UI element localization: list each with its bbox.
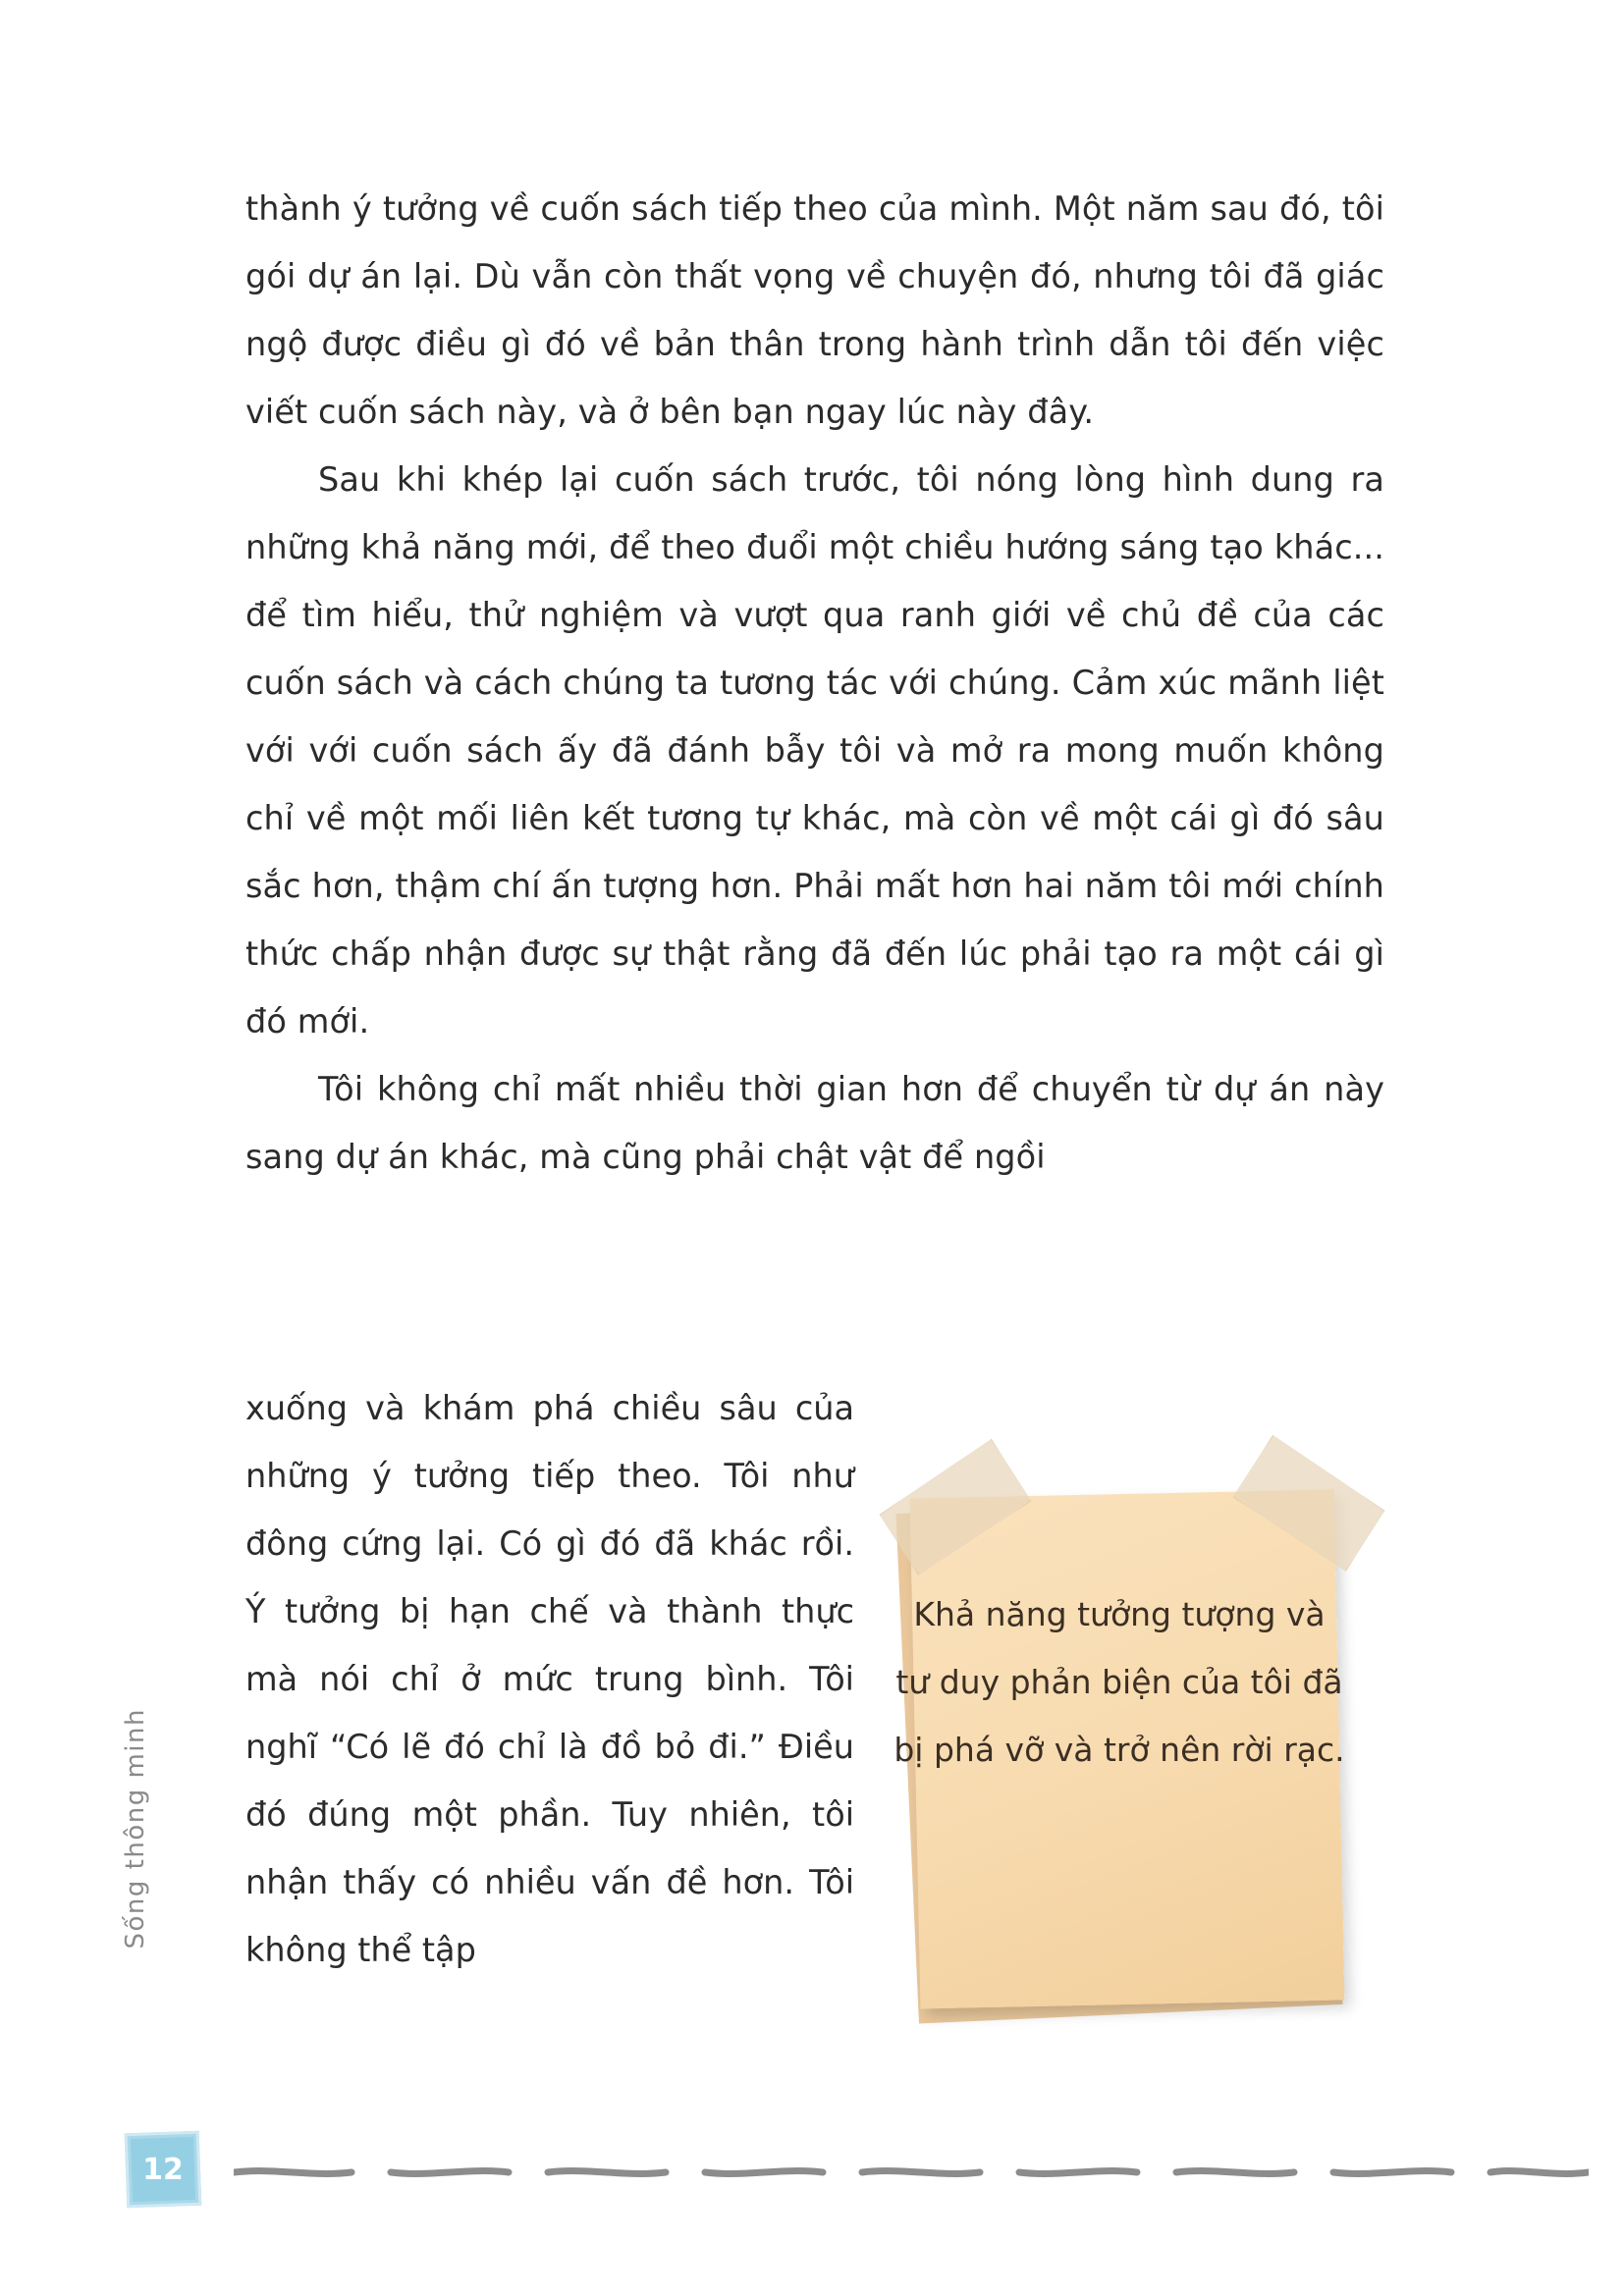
paragraph-2: Sau khi khép lại cuốn sách trước, tôi nóng lòng hình dung ra những khả năng mới, để theo đuổi một chiều hướng sáng tạo khác... để tìm hiểu, thử nghiệm và vượt qua ranh giới về chủ đề của các cuốn sách và cách chúng ta tương tác với chúng. Cảm xúc mãnh liệt với với cuốn sách ấy đã đánh bẫy tôi và mở ra mong muốn không chỉ về một mối liên kết tương tự khác, mà còn về một cái gì đó sâu sắc hơn, thậm chí ấn tượng hơn. Phải mất hơn hai năm tôi mới chính thức chấp nhận được sự thật rằng đã đến lúc phải tạo ra một cái gì đó mới.: [245, 460, 1384, 1041]
page-number: 12: [142, 2152, 184, 2187]
body-text-wrap-column: [245, 1374, 854, 1984]
page-number-tab: [126, 2132, 200, 2207]
paragraph-1: thành ý tưởng về cuốn sách tiếp theo của mình. Một năm sau đó, tôi gói dự án lại. Dù vẫn còn thất vọng về chuyện đó, nhưng tôi đã giác ngộ được điều gì đó về bản thân trong hành trình dẫn tôi đến việc viết cuốn sách này, và ở bên bạn ngay lúc này đây.: [245, 189, 1384, 431]
sticky-note-text-block: [893, 1580, 1345, 1784]
running-head: [116, 1708, 155, 2120]
sticky-note-text: Khả năng tưởng tượng và tư duy phản biện của tôi đã bị phá vỡ và trở nên rời rạc.: [893, 1595, 1345, 1769]
footer-dashed-rule: [234, 2164, 1589, 2178]
paragraph-3-continued: xuống và khám phá chiều sâu của những ý tưởng tiếp theo. Tôi như đông cứng lại. Có gì đó đã khác rồi. Ý tưởng bị hạn chế và thành thực mà nói chỉ ở mức trung bình. Tôi nghĩ “Có lẽ đó chỉ là đồ bỏ đi.” Điều đó đúng một phần. Tuy nhiên, tôi nhận thấy có nhiều vấn đề hơn. Tôi không thể tập: [245, 1389, 854, 1969]
running-head-label: Sống thông minh: [121, 1708, 150, 1949]
paragraph-3: Tôi không chỉ mất nhiều thời gian hơn để chuyển từ dự án này sang dự án khác, mà cũng phải chật vật để ngồi: [245, 1070, 1384, 1176]
body-text-column: [245, 175, 1384, 1191]
